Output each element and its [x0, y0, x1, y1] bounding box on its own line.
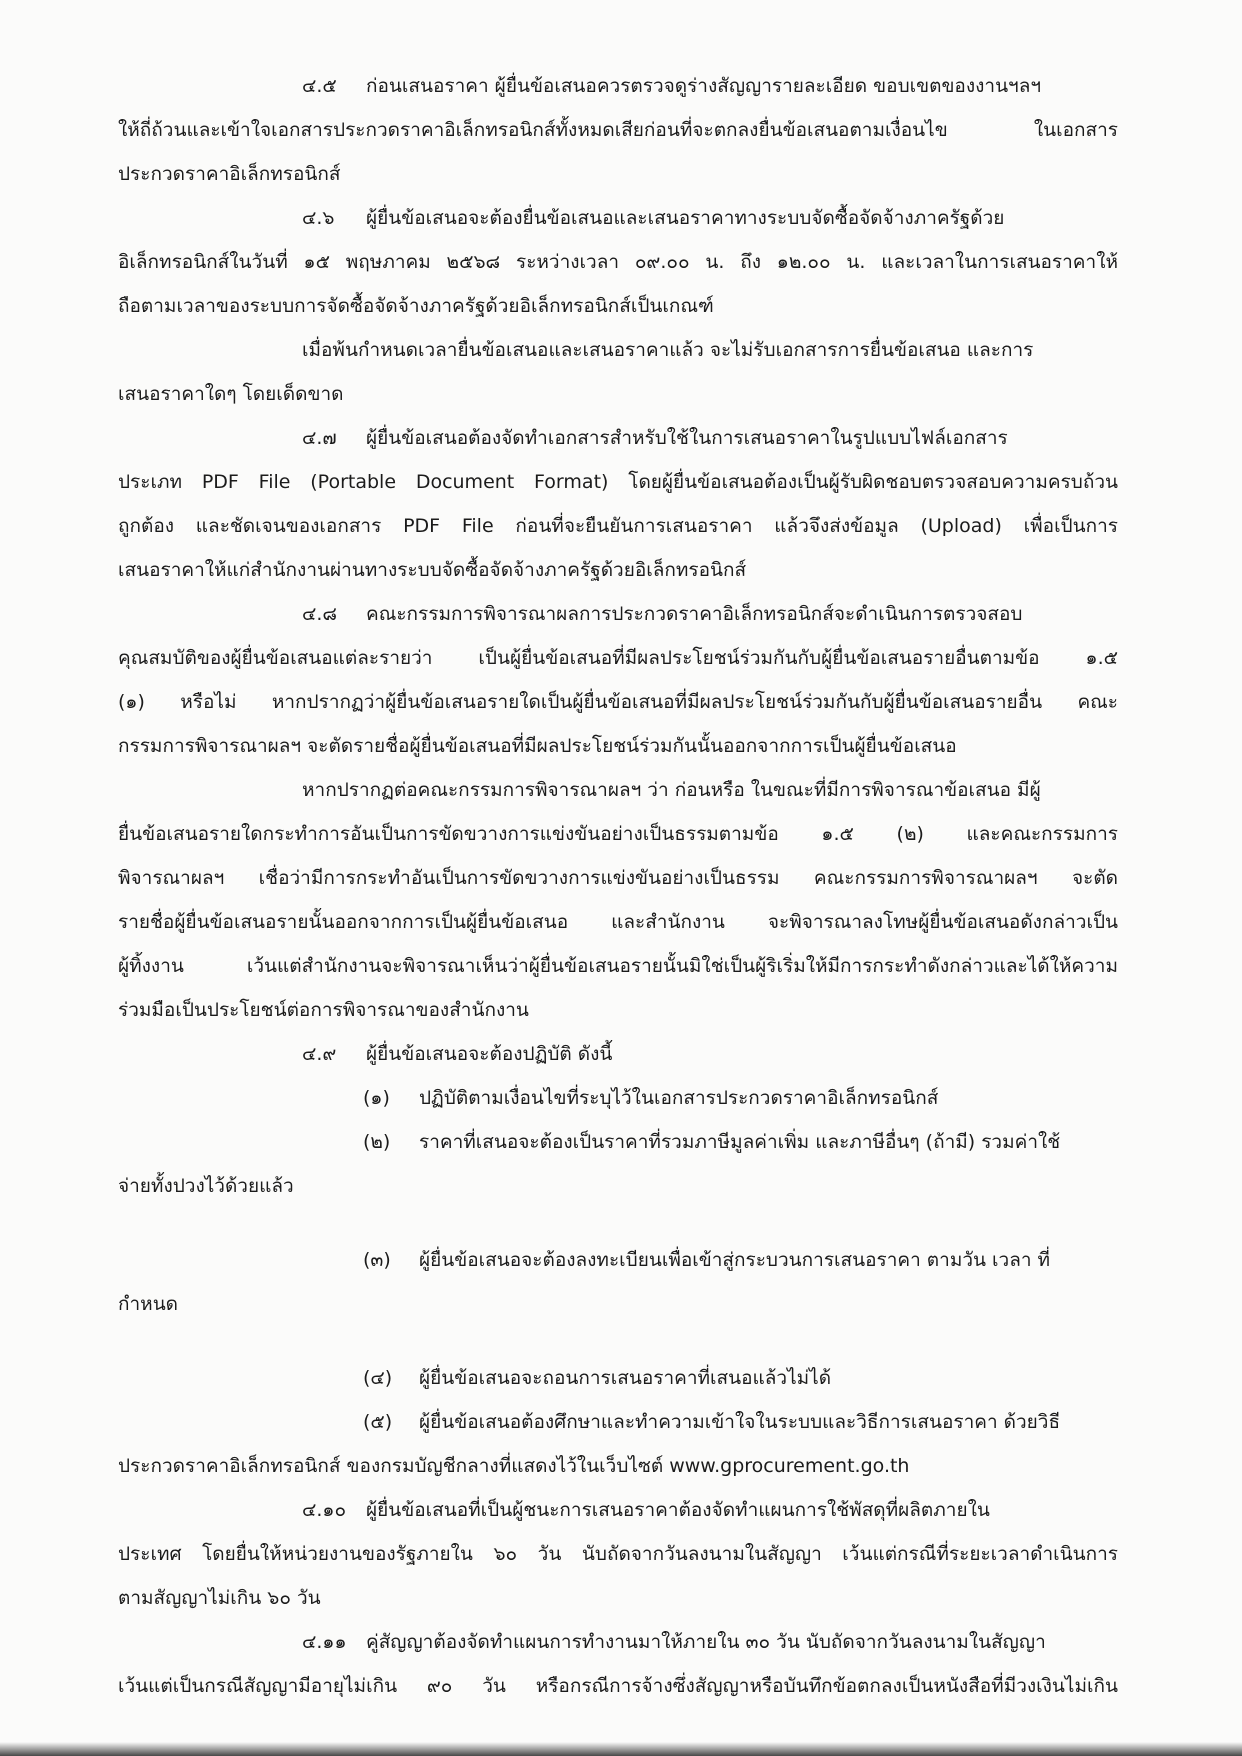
paragraph-line: [118, 284, 1118, 328]
list-item: [118, 1076, 1118, 1120]
paragraph-text: ร่วมมือเป็นประโยชน์ต่อการพิจารณาของสำนักงาน: [118, 999, 529, 1021]
paragraph-text: ถือตามเวลาของระบบการจัดซื้อจัดจ้างภาครัฐด้วยอิเล็กทรอนิกส์เป็นเกณฑ์: [118, 295, 714, 317]
item-text: ประกวดราคาอิเล็กทรอนิกส์ ของกรมบัญชีกลางที่แสดงไว้ในเว็บไซต์ www.gprocurement.go.th: [118, 1455, 910, 1477]
section-number: ๔.๙: [302, 1043, 337, 1065]
section-number: ๔.๖: [302, 207, 335, 229]
list-item: [118, 1120, 1118, 1164]
paragraph-line: [118, 240, 1118, 284]
section-number: ๔.๗: [302, 427, 337, 449]
paragraph-text: ประเทศ โดยยื่นให้หน่วยงานของรัฐภายใน ๖๐ วัน นับถัดจากวันลงนามในสัญญา เว้นแต่กรณีที่ระยะเวลาดำเนินการ: [118, 1543, 1118, 1565]
paragraph-line: [118, 504, 1118, 548]
paragraph-text: คณะกรรมการพิจารณาผลการประกวดราคาอิเล็กทรอนิกส์จะดำเนินการตรวจสอบ: [366, 603, 1023, 625]
spacer: [118, 1326, 1118, 1356]
section-4-9-line-1: [118, 1032, 1118, 1076]
section-4-5-line-1: [118, 64, 1118, 108]
paragraph-text: ผู้ยื่นข้อเสนอจะต้องยื่นข้อเสนอและเสนอราคาทางระบบจัดซื้อจัดจ้างภาครัฐด้วย: [366, 207, 1005, 229]
list-item-continuation: [118, 1282, 1118, 1326]
item-text: กำหนด: [118, 1293, 179, 1315]
paragraph-line: [118, 812, 1118, 856]
item-number: (๒): [363, 1131, 391, 1153]
paragraph-text: เมื่อพ้นกำหนดเวลายื่นข้อเสนอและเสนอราคาแล้ว จะไม่รับเอกสารการยื่นข้อเสนอ และการ: [302, 339, 1034, 361]
section-4-11-line-1: [118, 1620, 1118, 1664]
list-item: [118, 1238, 1118, 1282]
item-text: ผู้ยื่นข้อเสนอจะถอนการเสนอราคาที่เสนอแล้วไม่ได้: [419, 1367, 832, 1389]
paragraph-text: ผู้ยื่นข้อเสนอที่เป็นผู้ชนะการเสนอราคาต้องจัดทำแผนการใช้พัสดุที่ผลิตภายใน: [366, 1499, 990, 1521]
list-item: [118, 1400, 1118, 1444]
section-number: ๔.๕: [302, 75, 337, 97]
paragraph-line: [118, 1664, 1118, 1708]
paragraph-text: ประกวดราคาอิเล็กทรอนิกส์: [118, 163, 341, 185]
paragraph-line: [118, 548, 1118, 592]
paragraph-text: คุณสมบัติของผู้ยื่นข้อเสนอแต่ละรายว่า เป็นผู้ยื่นข้อเสนอที่มีผลประโยชน์ร่วมกันกับผู้ยื่นข้อเสนอรายอื่นตามข้อ ๑.๕: [118, 647, 1118, 669]
list-item: [118, 1356, 1118, 1400]
list-item-continuation: [118, 1444, 1118, 1488]
paragraph-text: (๑) หรือไม่ หากปรากฏว่าผู้ยื่นข้อเสนอรายใดเป็นผู้ยื่นข้อเสนอที่มีผลประโยชน์ร่วมกันกับผู้ยื่นข้อเสนอรายอื่น คณะ: [118, 691, 1118, 713]
paragraph-text: หากปรากฏต่อคณะกรรมการพิจารณาผลฯ ว่า ก่อนหรือ ในขณะที่มีการพิจารณาข้อเสนอ มีผู้: [302, 779, 1041, 801]
paragraph-text: กรรมการพิจารณาผลฯ จะตัดรายชื่อผู้ยื่นข้อเสนอที่มีผลประโยชน์ร่วมกันนั้นออกจากการเป็นผู้ยื่นข้อเสนอ: [118, 735, 957, 757]
paragraph-line: [118, 1576, 1118, 1620]
paragraph-text: ประเภท PDF File (Portable Document Format) โดยผู้ยื่นข้อเสนอต้องเป็นผู้รับผิดชอบตรวจสอบความครบถ้วน: [118, 471, 1118, 493]
paragraph-line: [118, 636, 1118, 680]
paragraph-text: พิจารณาผลฯ เชื่อว่ามีการกระทำอันเป็นการขัดขวางการแข่งขันอย่างเป็นธรรม คณะกรรมการพิจารณาผลฯ จะตัด: [118, 867, 1118, 889]
paragraph-line: [118, 372, 1118, 416]
section-4-7-line-1: [118, 416, 1118, 460]
paragraph-line: [118, 900, 1118, 944]
paragraph-text: ผู้ยื่นข้อเสนอจะต้องปฏิบัติ ดังนี้: [366, 1043, 613, 1065]
paragraph-line: [118, 724, 1118, 768]
paragraph-line: [118, 1532, 1118, 1576]
item-number: (๔): [363, 1367, 393, 1389]
item-text: ราคาที่เสนอจะต้องเป็นราคาที่รวมภาษีมูลค่าเพิ่ม และภาษีอื่นๆ (ถ้ามี) รวมค่าใช้: [419, 1131, 1061, 1153]
paragraph-line: [118, 460, 1118, 504]
paragraph-line: [118, 944, 1118, 988]
item-text: จ่ายทั้งปวงไว้ด้วยแล้ว: [118, 1175, 294, 1197]
paragraph-text: ถูกต้อง และชัดเจนของเอกสาร PDF File ก่อนที่จะยืนยันการเสนอราคา แล้วจึงส่งข้อมูล (Upload) เพื่อเป็นการ: [118, 515, 1118, 537]
paragraph-line: [118, 108, 1118, 152]
paragraph-text: รายชื่อผู้ยื่นข้อเสนอรายนั้นออกจากการเป็นผู้ยื่นข้อเสนอ และสำนักงาน จะพิจารณาลงโทษผู้ยื่นข้อเสนอดังกล่าวเป็น: [118, 911, 1118, 933]
item-text: ผู้ยื่นข้อเสนอต้องศึกษาและทำความเข้าใจในระบบและวิธีการเสนอราคา ด้วยวิธี: [419, 1411, 1061, 1433]
paragraph-text: เสนอราคาให้แก่สำนักงานผ่านทางระบบจัดซื้อจัดจ้างภาครัฐด้วยอิเล็กทรอนิกส์: [118, 559, 747, 581]
paragraph-line: [118, 680, 1118, 724]
paragraph-text: ให้ถี่ถ้วนและเข้าใจเอกสารประกวดราคาอิเล็กทรอนิกส์ทั้งหมดเสียก่อนที่จะตกลงยื่นข้อเสนอตามเงื่อนไข ในเอกสาร: [118, 119, 1118, 141]
paragraph-text: ตามสัญญาไม่เกิน ๖๐ วัน: [118, 1587, 321, 1609]
paragraph-text: ยื่นข้อเสนอรายใดกระทำการอันเป็นการขัดขวางการแข่งขันอย่างเป็นธรรมตามข้อ ๑.๕ (๒) และคณะกรรมการ: [118, 823, 1118, 845]
paragraph-line: [118, 152, 1118, 196]
item-text: ปฏิบัติตามเงื่อนไขที่ระบุไว้ในเอกสารประกวดราคาอิเล็กทรอนิกส์: [419, 1087, 939, 1109]
paragraph-line: [118, 856, 1118, 900]
section-number: ๔.๘: [302, 603, 338, 625]
paragraph-text: ผู้ยื่นข้อเสนอต้องจัดทำเอกสารสำหรับใช้ในการเสนอราคาในรูปแบบไฟล์เอกสาร: [366, 427, 1008, 449]
item-number: (๕): [363, 1411, 393, 1433]
paragraph-text: คู่สัญญาต้องจัดทำแผนการทำงานมาให้ภายใน ๓๐ วัน นับถัดจากวันลงนามในสัญญา: [366, 1631, 1046, 1653]
item-number: (๓): [363, 1249, 391, 1271]
section-4-8-line-1: [118, 592, 1118, 636]
paragraph-text: ก่อนเสนอราคา ผู้ยื่นข้อเสนอควรตรวจดูร่างสัญญารายละเอียด ขอบเขตของงานฯลฯ: [366, 75, 1042, 97]
paragraph-text: อิเล็กทรอนิกส์ในวันที่ ๑๕ พฤษภาคม ๒๕๖๘ ระหว่างเวลา ๐๙.๐๐ น. ถึง ๑๒.๐๐ น. และเวลาในการเสนอราคาให้: [118, 251, 1118, 273]
paragraph-text: เว้นแต่เป็นกรณีสัญญามีอายุไม่เกิน ๙๐ วัน หรือกรณีการจ้างซึ่งสัญญาหรือบันทึกข้อตกลงเป็นหนังสือที่มีวงเงินไม่เกิน: [118, 1675, 1118, 1697]
section-number: ๔.๑๑: [302, 1631, 347, 1653]
item-text: ผู้ยื่นข้อเสนอจะต้องลงทะเบียนเพื่อเข้าสู่กระบวนการเสนอราคา ตามวัน เวลา ที่: [419, 1249, 1051, 1271]
document-body: [118, 64, 1118, 1708]
list-item-continuation: [118, 1164, 1118, 1208]
paragraph-text: ผู้ทิ้งงาน เว้นแต่สำนักงานจะพิจารณาเห็นว่าผู้ยื่นข้อเสนอรายนั้นมิใช่เป็นผู้ริเริ่มให้มีการกระทำดังกล่าวและได้ให้ความ: [118, 955, 1118, 977]
section-number: ๔.๑๐: [302, 1499, 347, 1521]
item-number: (๑): [363, 1087, 390, 1109]
paragraph-line: [118, 988, 1118, 1032]
paragraph-line: [118, 328, 1118, 372]
section-4-6-line-1: [118, 196, 1118, 240]
section-4-10-line-1: [118, 1488, 1118, 1532]
spacer: [118, 1208, 1118, 1238]
paragraph-text: เสนอราคาใดๆ โดยเด็ดขาด: [118, 383, 344, 405]
paragraph-line: [118, 768, 1118, 812]
